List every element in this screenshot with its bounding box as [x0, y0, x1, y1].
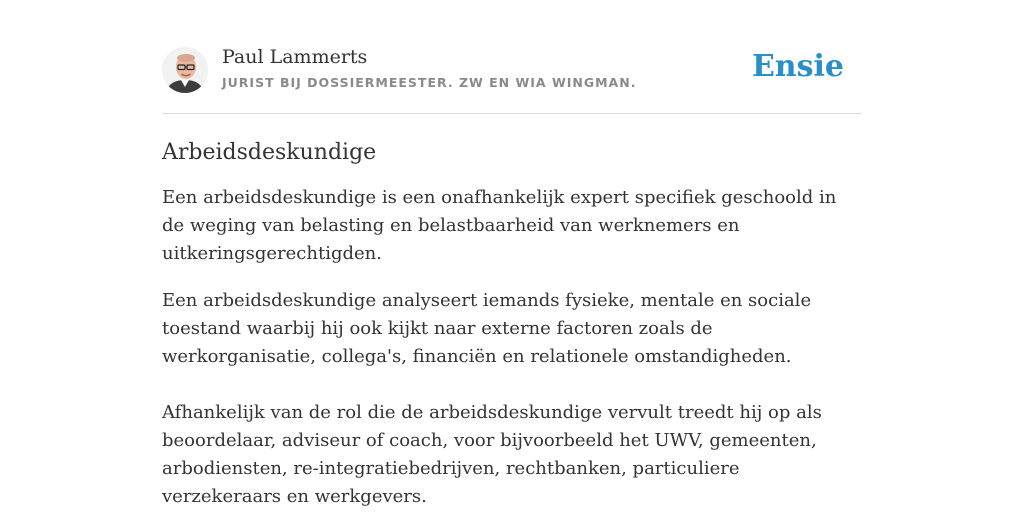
entry-paragraph: Een arbeidsdeskundige is een onafhankelijk expert specifiek geschoold in de weging van belasting en belastbaarheid van werknemers en uitkeringsgerechtigden.: [162, 187, 837, 264]
entry-paragraph: Een arbeidsdeskundige analyseert iemands fysieke, mentale en sociale toestand waarbij hij ook kijkt naar externe factoren zoals de werkorganisatie, collega's, financiën en relationele omstandigheden. Afhankelijk van de rol die de arbeidsdeskundige vervult treedt hij op als beoordelaar, adviseur of coach, voor bijvoorbeeld het UWV, gemeenten, arbodiensten, re-integratiebedrijven, rechtbanken, particuliere verzekeraars en werkgevers.: [162, 290, 822, 507]
author-header: [162, 44, 862, 100]
ensie-logo[interactable]: Ensie: [751, 49, 844, 84]
entry-title: Arbeidsdeskundige: [162, 140, 377, 165]
header-divider: [162, 113, 862, 114]
author-bio: JURIST BIJ DOSSIERMEESTER. ZW EN WIA WINGMAN.: [222, 75, 637, 90]
author-avatar[interactable]: [162, 47, 208, 93]
entry-content: [162, 136, 862, 512]
person-photo-icon: [162, 47, 208, 93]
author-name[interactable]: Paul Lammerts: [222, 46, 368, 68]
